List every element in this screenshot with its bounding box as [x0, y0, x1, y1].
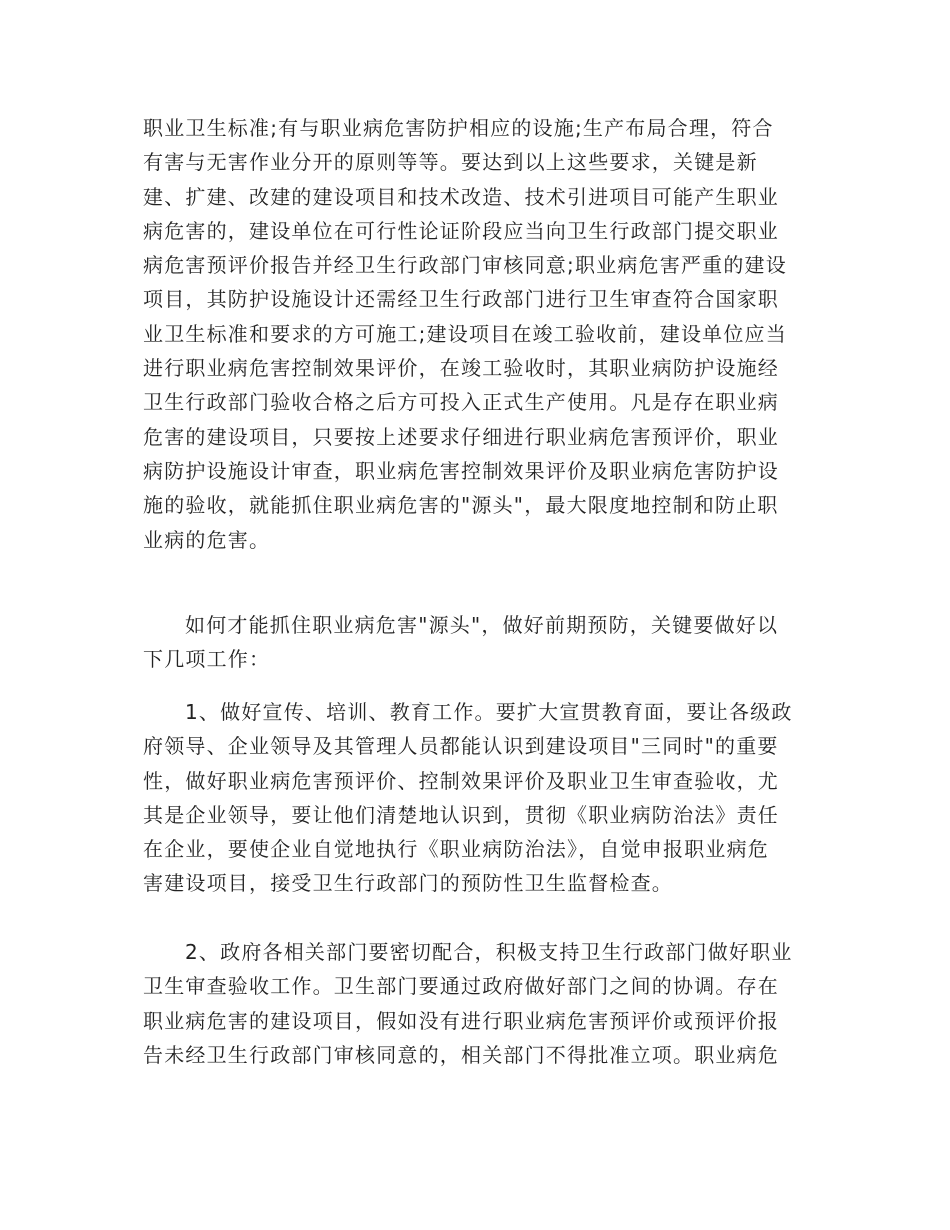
text-line: 有害与无害作业分开的原则等等。要达到以上这些要求，关键是新 [143, 150, 758, 175]
text-line: 在企业，要使企业自觉地执行《职业病防治法》，自觉申报职业病危 [143, 837, 769, 862]
paragraph-item-2-department-cooperation [143, 935, 811, 1072]
text-line: 如何才能抓住职业病危害"源头"，做好前期预防，关键要做好以 [185, 613, 779, 637]
text-line: 1、做好宣传、培训、教育工作。要扩大宣贯教育面，要让各级政 [185, 700, 793, 724]
text-line: 告未经卫生行政部门审核同意的，相关部门不得批准立项。职业病危 [143, 1042, 779, 1067]
text-line: 性，做好职业病危害预评价、控制效果评价及职业卫生审查验收，尤 [143, 768, 779, 793]
text-line: 下几项工作： [143, 647, 271, 672]
text-line: 职业病危害的建设项目，假如没有进行职业病危害预评价或预评价报 [143, 1008, 779, 1033]
text-line: 建、扩建、改建的建设项目和技术改造、技术引进项目可能产生职业 [143, 184, 779, 209]
text-line: 业病的危害。 [143, 527, 271, 552]
paragraph-construction-requirements [143, 111, 811, 557]
text-line: 项目，其防护设施设计还需经卫生行政部门进行卫生审查符合国家职 [143, 287, 779, 312]
text-line: 施的验收，就能抓住职业病危害的"源头"，最大限度地控制和防止职 [143, 493, 779, 518]
text-line: 进行职业病危害控制效果评价，在竣工验收时，其职业病防护设施经 [143, 356, 779, 381]
text-line: 职业卫生标准;有与职业病危害防护相应的设施;生产布局合理，符合 [143, 116, 774, 140]
text-line: 2、政府各相关部门要密切配合，积极支持卫生行政部门做好职业 [185, 940, 793, 964]
text-line: 其是企业领导，要让他们清楚地认识到，贯彻《职业病防治法》责任 [143, 802, 779, 827]
text-line: 病危害的，建设单位在可行性论证阶段应当向卫生行政部门提交职业 [143, 218, 779, 243]
text-line: 危害的建设项目，只要按上述要求仔细进行职业病危害预评价，职业 [143, 424, 779, 449]
paragraph-item-1-publicity-training [143, 695, 811, 901]
text-line: 害建设项目，接受卫生行政部门的预防性卫生监督检查。 [143, 871, 673, 896]
text-line: 卫生审查验收工作。卫生部门要通过政府做好部门之间的协调。存在 [143, 974, 779, 999]
paragraph-source-control-intro [143, 608, 811, 677]
text-line: 病危害预评价报告并经卫生行政部门审核同意;职业病危害严重的建设 [143, 253, 787, 278]
text-line: 府领导、企业领导及其管理人员都能认识到建设项目"三同时"的重要 [143, 734, 779, 759]
text-line: 业卫生标准和要求的方可施工;建设项目在竣工验收前，建设单位应当 [143, 321, 787, 346]
text-line: 卫生行政部门验收合格之后方可投入正式生产使用。凡是存在职业病 [143, 390, 779, 415]
text-line: 病防护设施设计审查，职业病危害控制效果评价及职业病危害防护设 [143, 458, 779, 483]
